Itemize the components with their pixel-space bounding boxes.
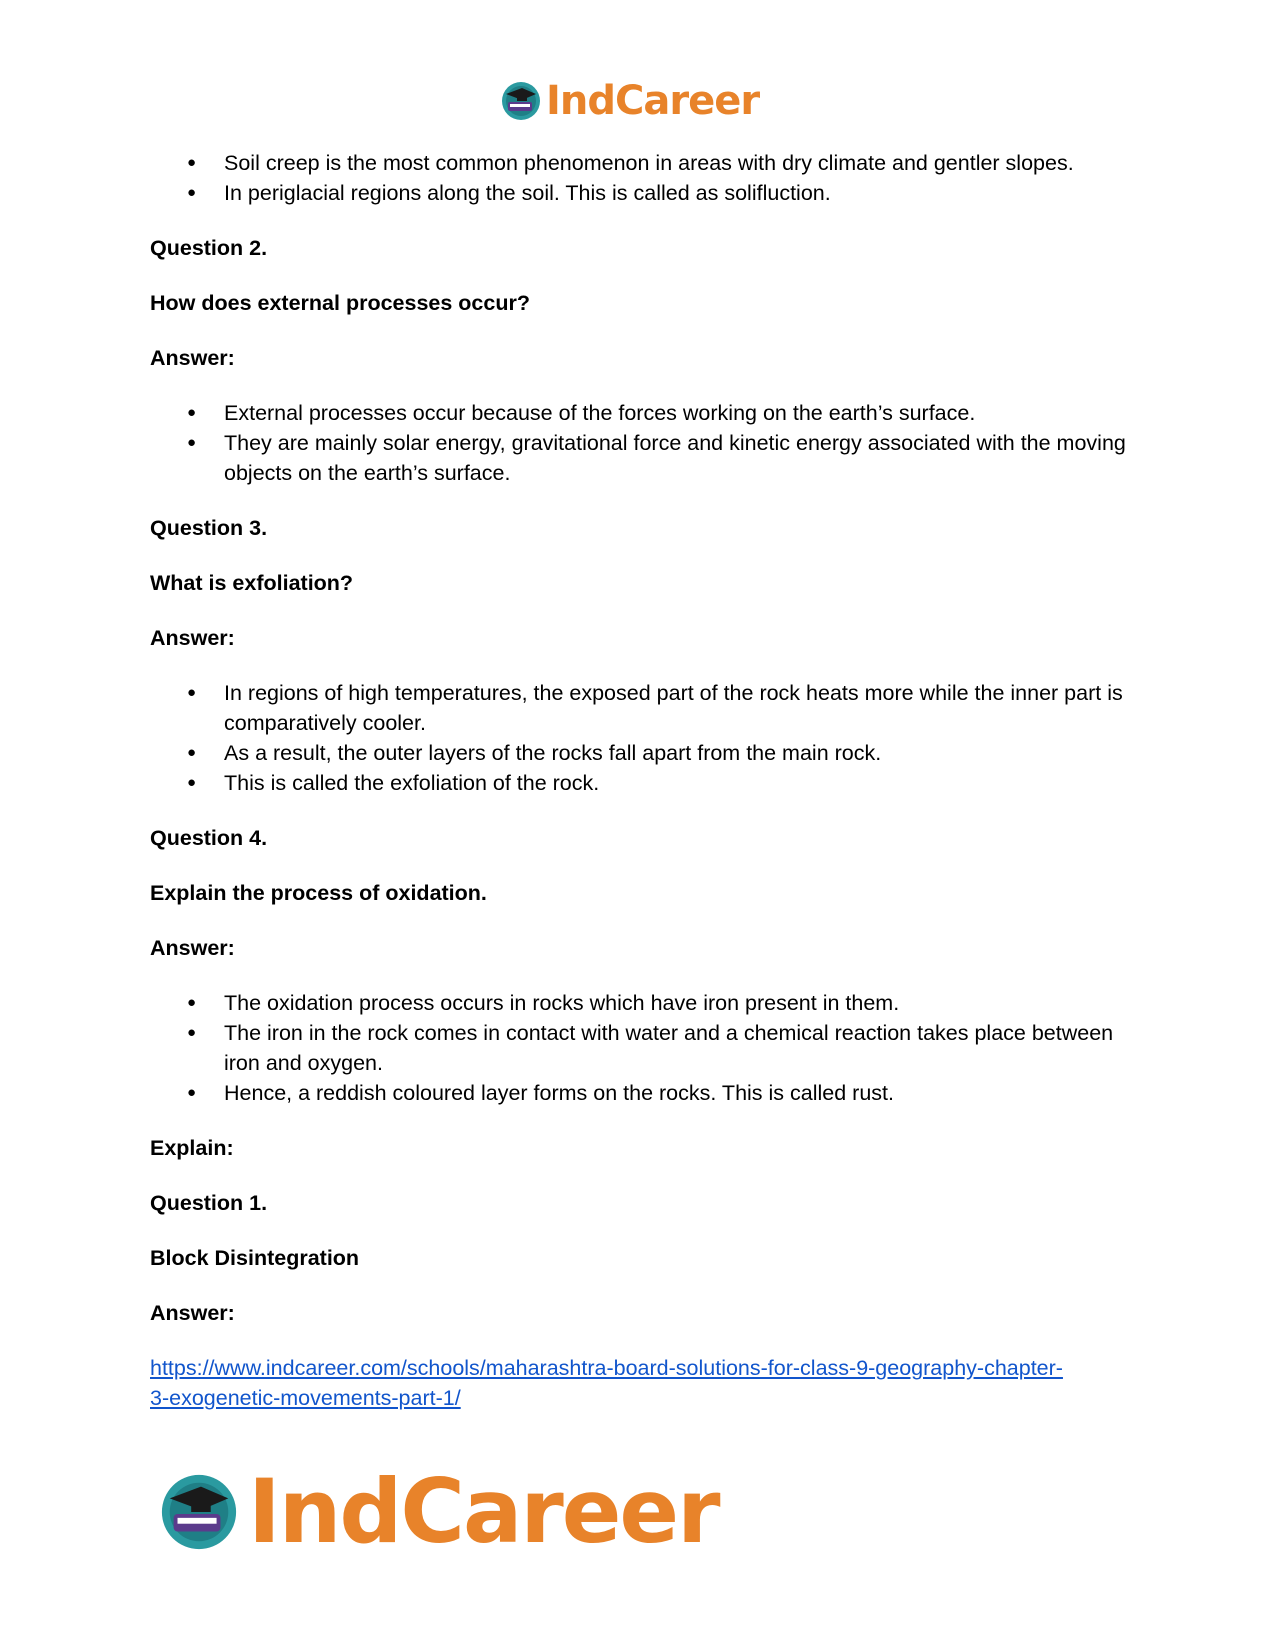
logo-text: IndCareer [546,78,760,124]
list-item: ● Hence, a reddish coloured layer forms on the rocks. This is called rust. [224,1078,1130,1108]
answer-bullet-list [150,678,1130,798]
list-item: ● External processes occur because of the forces working on the earth’s surface. [224,398,1130,428]
url-line-1: https://www.indcareer.com/schools/maharashtra-board-solutions-for-class-9-geography-chapter- [150,1356,1063,1380]
question-text: Explain the process of oxidation. [150,881,487,905]
list-item: ● In periglacial regions along the soil. This is called as solifluction. [224,178,1130,208]
question-text: Block Disintegration [150,1246,360,1270]
logo-text: IndCareer [248,1460,719,1563]
answer-bullet-list [150,398,1130,488]
question-label: Question 2. [150,236,268,260]
question-label: Question 1. [150,1191,268,1215]
question-text: What is exfoliation? [150,571,354,595]
answer-label: Answer: [150,346,235,370]
answer-label: Answer: [150,1301,235,1325]
list-item: ● In regions of high temperatures, the exposed part of the rock heats more while the inner part is comparatively cooler. [224,678,1130,738]
list-item: ● The iron in the rock comes in contact with water and a chemical reaction takes place between iron and oxygen. [224,1018,1130,1078]
list-item: ● As a result, the outer layers of the rocks fall apart from the main rock. [224,738,1130,768]
url-line-2: 3-exogenetic-movements-part-1/ [150,1386,461,1410]
footer-logo [158,1460,719,1563]
list-item: ● Soil creep is the most common phenomenon in areas with dry climate and gentler slopes. [224,148,1130,178]
book-graduation-cap-icon [500,80,542,122]
document-body [150,148,1130,1413]
book-graduation-cap-icon [158,1471,240,1553]
question-text: How does external processes occur? [150,291,530,315]
source-url-link[interactable] [150,1353,1130,1413]
header-logo [500,80,759,122]
intro-bullet-list [150,148,1130,208]
answer-label: Answer: [150,936,235,960]
list-item: ● They are mainly solar energy, gravitational force and kinetic energy associated with the moving objects on the earth’s surface. [224,428,1130,488]
question-label: Question 3. [150,516,268,540]
answer-bullet-list [150,988,1130,1108]
section-heading: Explain: [150,1136,234,1160]
list-item: ● This is called the exfoliation of the rock. [224,768,1130,798]
question-label: Question 4. [150,826,268,850]
list-item: ● The oxidation process occurs in rocks which have iron present in them. [224,988,1130,1018]
answer-label: Answer: [150,626,235,650]
